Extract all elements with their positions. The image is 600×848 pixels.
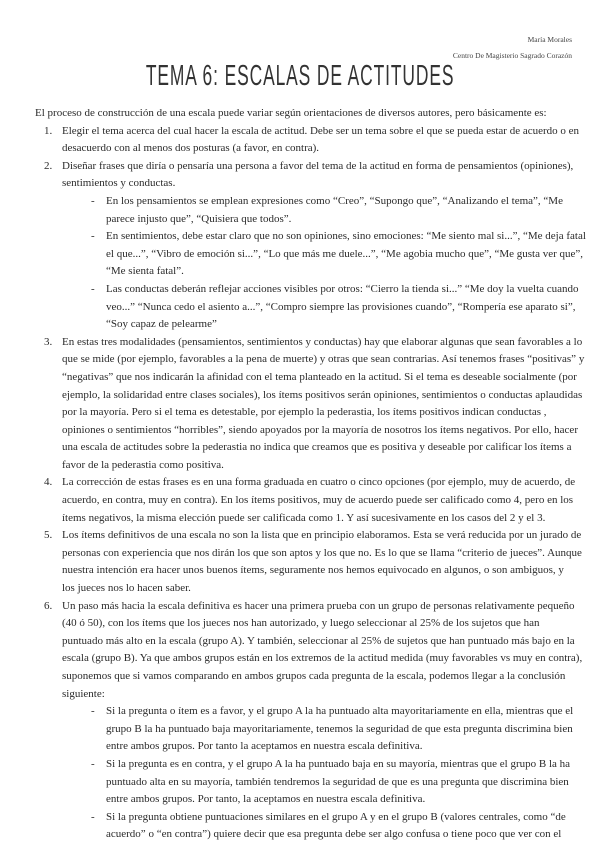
list-item-line — [0, 474, 600, 492]
sub-bullet-text: Las conductas deberán reflejar acciones visibles por otros: “Cierro la tienda si...” “Me doy la vuelta cuando — [106, 282, 579, 295]
list-item-text: La corrección de estas frases es en una forma graduada en cuatro o cinco opciones (por ejemplo, muy de acuerdo, de — [62, 476, 576, 489]
list-item-line: que se mide (por ejemplo, favorables a la pena de muerte) y otras que sean contrarias. Así tenemos frases “positivas” y — [62, 353, 585, 366]
sub-bullet-text: Si la pregunta o ítem es a favor, y el grupo A la ha puntuado alta mayoritariamente en ella, mientras que el — [106, 705, 574, 718]
list-item-text: Diseñar frases que diría o pensaría una persona a favor del tema de la actitud en forma de pensamientos (opiniones), — [62, 159, 574, 172]
sub-bullet-line — [0, 228, 600, 246]
list-item-line: los jueces nos lo hacen saber. — [62, 582, 191, 595]
sub-bullet-text: En sentimientos, debe estar claro que no son opiniones, sino emociones: “Me siento mal si...”, “Me deja fatal — [106, 230, 586, 243]
list-item-text: Los ítems definitivos de una escala no son la lista que en principio elaboramos. Esta se verá reducida por un jurado de — [62, 529, 582, 542]
intro-paragraph-line: El proceso de construcción de una escala puede variar según orientaciones de diversos autores, pero básicamente es: — [35, 107, 547, 119]
numbered-list-item — [0, 158, 600, 334]
list-number: 5. — [44, 529, 53, 542]
sub-bullet-line: entre ambos grupos. Por tanto la aceptamos en nuestra escala definitiva. — [106, 740, 423, 753]
sub-bullet-line: entre ambos grupos. Por tanto, la aceptamos en nuestra escala definitiva. — [106, 793, 426, 806]
list-item-text: Un paso más hacia la escala definitiva es hacer una primera prueba con un grupo de personas relativamente pequeño — [62, 599, 575, 612]
numbered-list-item — [0, 123, 600, 158]
bullet-dash: - — [91, 230, 95, 243]
list-number: 6. — [44, 599, 53, 612]
list-item-line: puntuado más alto en la escala (grupo A). Y también, seleccionar al 25% de sujetos que han puntuado más bajo en la — [62, 634, 575, 647]
sub-bullet-line — [0, 193, 600, 211]
sub-bullet-line: “Soy capaz de pelearme” — [106, 318, 217, 331]
numbered-list-item — [0, 598, 600, 844]
sub-bullet-line: acuerdo” o “en contra”) quiere decir que esa pregunta debe ser algo confusa o tiene poco que ver con el — [106, 828, 562, 841]
document-body — [0, 105, 600, 844]
list-item-line: ejemplo, la solidaridad entre clases sociales), los ítems positivos serán opiniones, sentimientos o conductas aplaudidas — [62, 388, 583, 401]
bullet-dash: - — [91, 757, 95, 770]
list-item-line: escala (grupo B). Ya que ambos grupos están en los extremos de la actitud medida (muy favorables vs muy en contra), — [62, 652, 583, 665]
sub-bullet-text: Si la pregunta es en contra, y el grupo A la ha puntuado baja en su mayoría, mientras que el grupo B la ha — [106, 757, 571, 770]
author-name: María Morales — [527, 35, 572, 44]
list-item-line: favor de la pederastia como positiva. — [62, 458, 224, 471]
list-item-line — [0, 123, 600, 141]
page-title: TEMA 6: ESCALAS DE ACTITUDES — [145, 60, 455, 92]
list-item-line: ítems negativos, la misma elección puede ser calificada como 1. Y así sucesivamente en los casos del 2 y el 3. — [62, 511, 546, 524]
bullet-dash: - — [91, 282, 95, 295]
sub-bullet-line: veo...” “Nunca cedo el asiento a...”, “Compro siempre las provisiones cuando”, “Rompería ese aparato si”, — [106, 300, 576, 313]
list-item-line: acuerdo, en contra, muy en contra). En los ítems positivos, muy de acuerdo puede ser calificado como 4, pero en los — [62, 494, 574, 507]
list-item-line: nuestra intención era hacer unos buenos ítems, seguramente nos hemos equivocado en algunos, o son ambiguos, y — [62, 564, 564, 577]
list-item-line — [0, 334, 600, 352]
bullet-dash: - — [91, 810, 95, 823]
numbered-list-item — [0, 527, 600, 597]
list-item-line: siguiente: — [62, 687, 105, 700]
list-item-line: por la mayoría. Pero si el tema es detestable, por ejemplo la pederastia, los ítems positivos indican conductas , — [62, 406, 547, 419]
sub-bullet-line: parece injusto que”, “Quisiera que todos”. — [106, 212, 292, 225]
list-item-line — [0, 158, 600, 176]
sub-bullet-line: el que...”, “Vibro de emoción si...”, “Lo que más me duele...”, “Me agobia mucho que”, “Me gusta ver que”, — [106, 247, 584, 260]
bullet-dash: - — [91, 194, 95, 207]
list-item-line: personas con experiencia que nos dirán los que son aptos y los que no. Es lo que se llama “criterio de jueces”. Aunque — [62, 546, 582, 559]
sub-bullet-line: “Me sienta fatal”. — [106, 265, 184, 278]
list-number: 1. — [44, 124, 53, 137]
list-item-line: sentimientos y conductas. — [62, 177, 176, 190]
list-item-line: suponemos que si vamos comparando en ambos grupos cada pregunta de la escala, podemos llegar a la conclusión — [62, 670, 566, 682]
numbered-list-item — [0, 474, 600, 527]
list-item-text: En estas tres modalidades (pensamientos, sentimientos y conductas) hay que elaborar algunas que sean favorables a lo — [62, 335, 583, 348]
sub-bullet-line: grupo B la ha puntuado baja mayoritariamente, tenemos la seguridad de que esta pregunta discrimina bien — [106, 722, 573, 735]
bullet-dash: - — [91, 705, 95, 718]
sub-bullet-line — [0, 809, 600, 827]
list-item-line: (40 ó 50), con los ítems que los jueces nos han autorizado, y luego seleccionar al 25% de los sujetos que han — [62, 617, 540, 630]
page-title-wrap — [0, 60, 600, 93]
school-name: Centro De Magisterio Sagrado Corazón — [452, 51, 572, 60]
list-number: 2. — [44, 159, 53, 172]
list-number: 3. — [44, 335, 53, 348]
list-item-line — [0, 598, 600, 616]
list-item-line: una escala de actitudes sobre la pederastia no indica que creamos que es positiva y deseable por calificar los ítems a — [62, 441, 572, 454]
sub-bullet-line — [0, 756, 600, 774]
list-item-line: desacuerdo con al menos dos posturas (a favor, en contra). — [62, 142, 320, 155]
list-number: 4. — [44, 476, 53, 489]
list-item-line — [0, 527, 600, 545]
list-item-text: Elegir el tema acerca del cual hacer la escala de actitud. Debe ser un tema sobre el que se pueda estar de acuerdo o en — [62, 124, 580, 137]
sub-bullet-line: puntuado alta en su mayoría, también tendremos la seguridad de que es una pregunta que discrimina bien — [106, 775, 569, 788]
list-item-line: opiniones o sentimientos “horribles”, siendo apoyados por la mayoría de nosotros los ítems negativos. Por ello, hacer — [62, 423, 578, 436]
sub-bullet-text: En los pensamientos se emplean expresiones como “Creo”, “Supongo que”, “Analizando el tema”, “Me — [106, 194, 563, 207]
numbered-list-item — [0, 334, 600, 475]
sub-bullet-text: Si la pregunta obtiene puntuaciones similares en el grupo A y en el grupo B (valores centrales, como “de — [106, 810, 566, 823]
sub-bullet-line — [0, 281, 600, 299]
sub-bullet-line — [0, 703, 600, 721]
list-item-line: “negativas” que nos indicarán la afinidad con el tema planteado en la actitud. Si el tema es deseable socialmente (por — [62, 370, 577, 383]
